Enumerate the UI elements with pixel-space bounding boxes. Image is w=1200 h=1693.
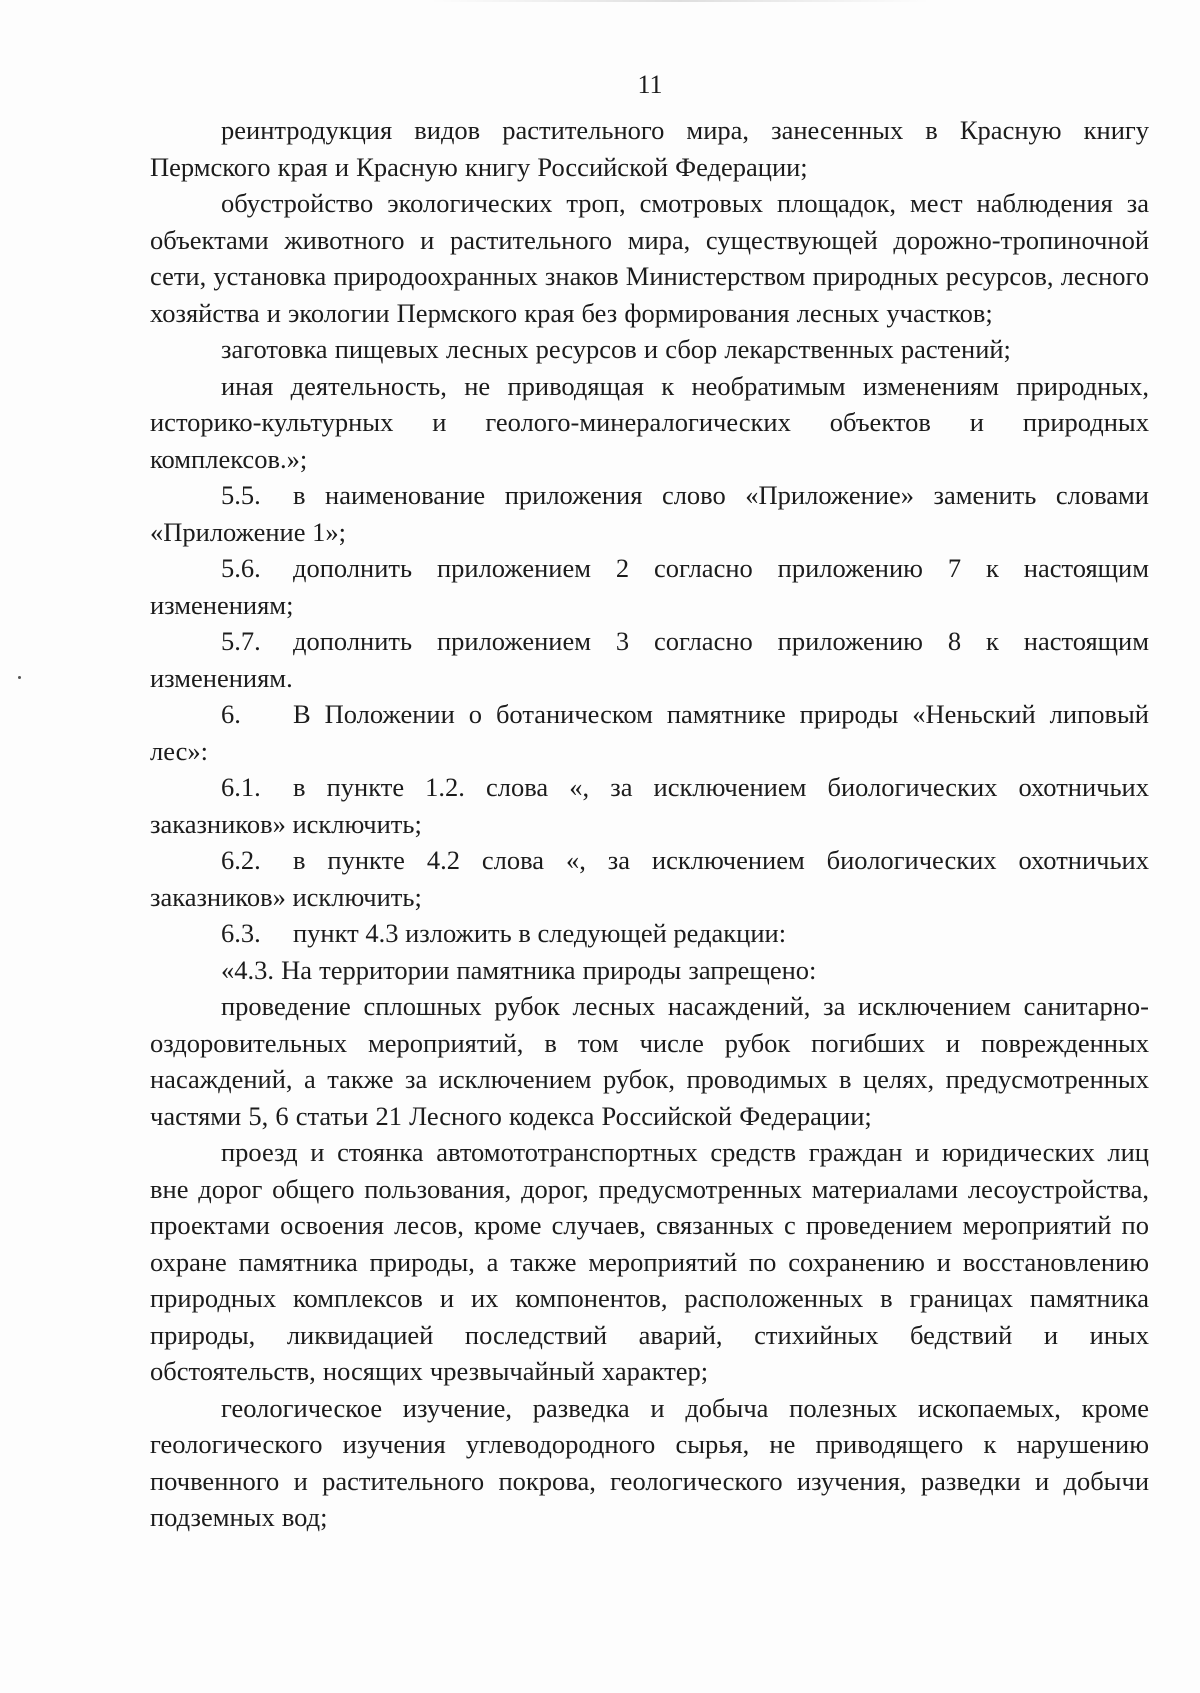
- item-6-3: [150, 915, 1149, 952]
- item-text: дополнить приложением 3 согласно приложению 8 к настоящим изменениям.: [150, 626, 1149, 693]
- paragraph-4-3-heading: «4.3. На территории памятника природы запрещено:: [221, 954, 817, 985]
- item-number: 5.5.: [221, 480, 261, 510]
- paragraph-clear-cutting: проведение сплошных рубок лесных насаждений, за исключением санитарно-оздоровительных мероприятий, в том числе рубок погибших и поврежденных насаждений, а также за исключением рубок, проводимых в целях, предусмотренных частями 5, 6 статьи 21 Лесного кодекса Российской Федерации;: [150, 991, 1149, 1131]
- item-number: 6.1.: [221, 772, 261, 802]
- item-text: пункт 4.3 изложить в следующей редакции:: [293, 918, 787, 948]
- item-number: 5.7.: [221, 626, 261, 656]
- item-text: дополнить приложением 2 согласно приложению 7 к настоящим изменениям;: [150, 553, 1149, 620]
- item-text: в наименование приложения слово «Приложение» заменить словами «Приложение 1»;: [150, 480, 1149, 547]
- paragraph-reintroduction: реинтродукция видов растительного мира, занесенных в Красную книгу Пермского края и Красную книгу Российской Федерации;: [150, 115, 1149, 182]
- paragraph-other-activity: иная деятельность, не приводящая к необратимым изменениям природных, историко-культурных и геолого-минералогических объектов и природных комплексов.»;: [150, 370, 1149, 474]
- paragraph-eco-trails: обустройство экологических троп, смотровых площадок, мест наблюдения за объектами животного и растительного мира, существующей дорожно-тропиночной сети, установка природоохранных знаков Министерством природных ресурсов, лесного хозяйства и экологии Пермского края без формирования лесных участков;: [150, 188, 1149, 328]
- paragraph-food-resources: заготовка пищевых лесных ресурсов и сбор лекарственных растений;: [221, 334, 1011, 364]
- page-number: 11: [637, 70, 663, 99]
- item-5-6: [150, 550, 1149, 623]
- item-text: в пункте 4.2 слова «, за исключением биологических охотничьих заказников» исключить;: [150, 845, 1149, 912]
- item-number: 6.: [221, 699, 241, 729]
- item-6-2: [150, 842, 1149, 915]
- item-text: в пункте 1.2. слова «, за исключением биологических охотничьих заказников» исключить;: [150, 772, 1149, 839]
- item-number: 6.2.: [221, 845, 261, 875]
- document-body: [150, 112, 1149, 1536]
- scan-speck: [18, 676, 21, 679]
- paragraph-vehicles: проезд и стоянка автомототранспортных средств граждан и юридических лиц вне дорог общего пользования, дорог, предусмотренных материалами лесоустройства, проектами освоения лесов, кроме случаев, связанных с проведением мероприятий по охране памятника природы, а также мероприятий по сохранению и восстановлению природных комплексов и их компонентов, расположенных в границах памятника природы, ликвидацией последствий аварий, стихийных бедствий и иных обстоятельств, носящих чрезвычайный характер;: [150, 1137, 1149, 1386]
- item-number: 6.3.: [221, 918, 261, 948]
- scan-edge-shadow: [430, 0, 930, 2]
- item-text: В Положении о ботаническом памятнике природы «Неньский липовый лес»:: [150, 699, 1149, 766]
- item-5-5: [150, 477, 1149, 550]
- item-5-7: [150, 623, 1149, 696]
- item-6-1: [150, 769, 1149, 842]
- item-number: 5.6.: [221, 553, 261, 583]
- item-6: [150, 696, 1149, 769]
- paragraph-geology: геологическое изучение, разведка и добыча полезных ископаемых, кроме геологического изучения углеводородного сырья, не приводящего к нарушению почвенного и растительного покрова, геологического изучения, разведки и добычи подземных вод;: [150, 1392, 1149, 1532]
